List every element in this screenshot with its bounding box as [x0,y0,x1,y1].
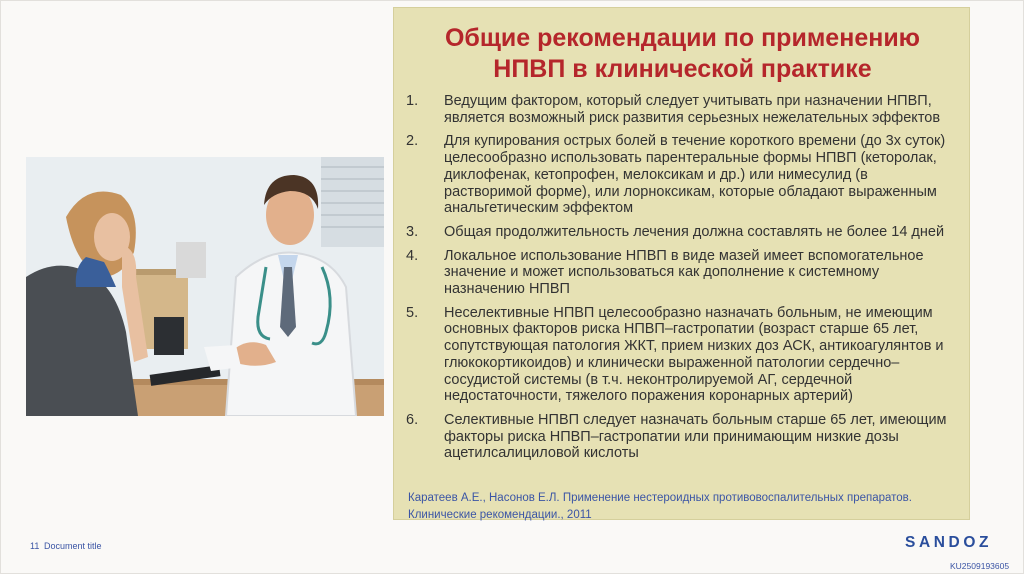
item-text: Для купирования острых болей в течение короткого времени (до 3х суток) целесообразно использовать парентеральные формы НПВП (кеторолак, диклофенак, кетопрофен, мелоксикам и др.) или нимесулид (в растворимой форме), или лорноксикам, которые обладают выраженным анальгетическим эффектом [444,133,946,217]
list-item [404,93,956,126]
item-text: Неселективные НПВП целесообразно назначать больным, не имеющим основных факторов риска НПВП–гастропатии (возраст старше 65 лет, сопутствующая патология ЖКТ, прием низких доз АСК, антикоагулянтов и глюкокортикоидов) и клинически выраженной патологии сердечно–сосудистой системы (в т.ч. неконтролируемой АГ, сердечной недостаточности, тяжелого поражения коронарных артерий) [444,304,944,405]
list-item [404,133,956,217]
item-number: 6. [406,411,419,428]
item-text: Селективные НПВП следует назначать больным старше 65 лет, имеющим факторы риска НПВП–гастропатии или принимающим низкие дозы ацетилсалициловой кислоты [444,411,947,462]
item-number: 2. [406,133,419,150]
list-item [404,412,956,462]
slide-title [394,23,971,85]
item-text: Локальное использование НПВП в виде мазей имеет вспомогательное значение и может использоваться как дополнение к системному назначению НПВП [444,247,924,298]
citation [408,490,948,524]
slide-title-line-2: НПВП в клинической практике [493,55,872,83]
document-title: Document title [44,541,102,551]
item-number: 3. [406,223,419,240]
item-text: Общая продолжительность лечения должна составлять не более 14 дней [444,223,945,240]
citation-line-1: Каратеев А.Е., Насонов Е.Л. Применение нестероидных противовоспалительных препаратов. [408,492,912,504]
doctor-patient-photo [26,157,384,416]
recommendations-list [404,93,956,469]
item-number: 1. [406,93,419,109]
item-text: Ведущим фактором, который следует учитывать при назначении НПВП, является возможный риск развития серьезных нежелательных эффектов [444,93,941,126]
citation-line-2: Клинические рекомендации., 2011 [408,509,592,521]
recommendations-panel [393,7,970,520]
item-number: 4. [406,247,419,264]
list-item [404,305,956,405]
list-item [404,224,956,241]
list-item [404,248,956,298]
slide-title-line-1: Общие рекомендации по применению [444,24,921,52]
document-code: KU2509193605 [950,561,1010,571]
sandoz-logo: SANDOZ [905,534,993,551]
page-number: 11 [30,541,40,551]
item-number: 5. [406,304,419,321]
